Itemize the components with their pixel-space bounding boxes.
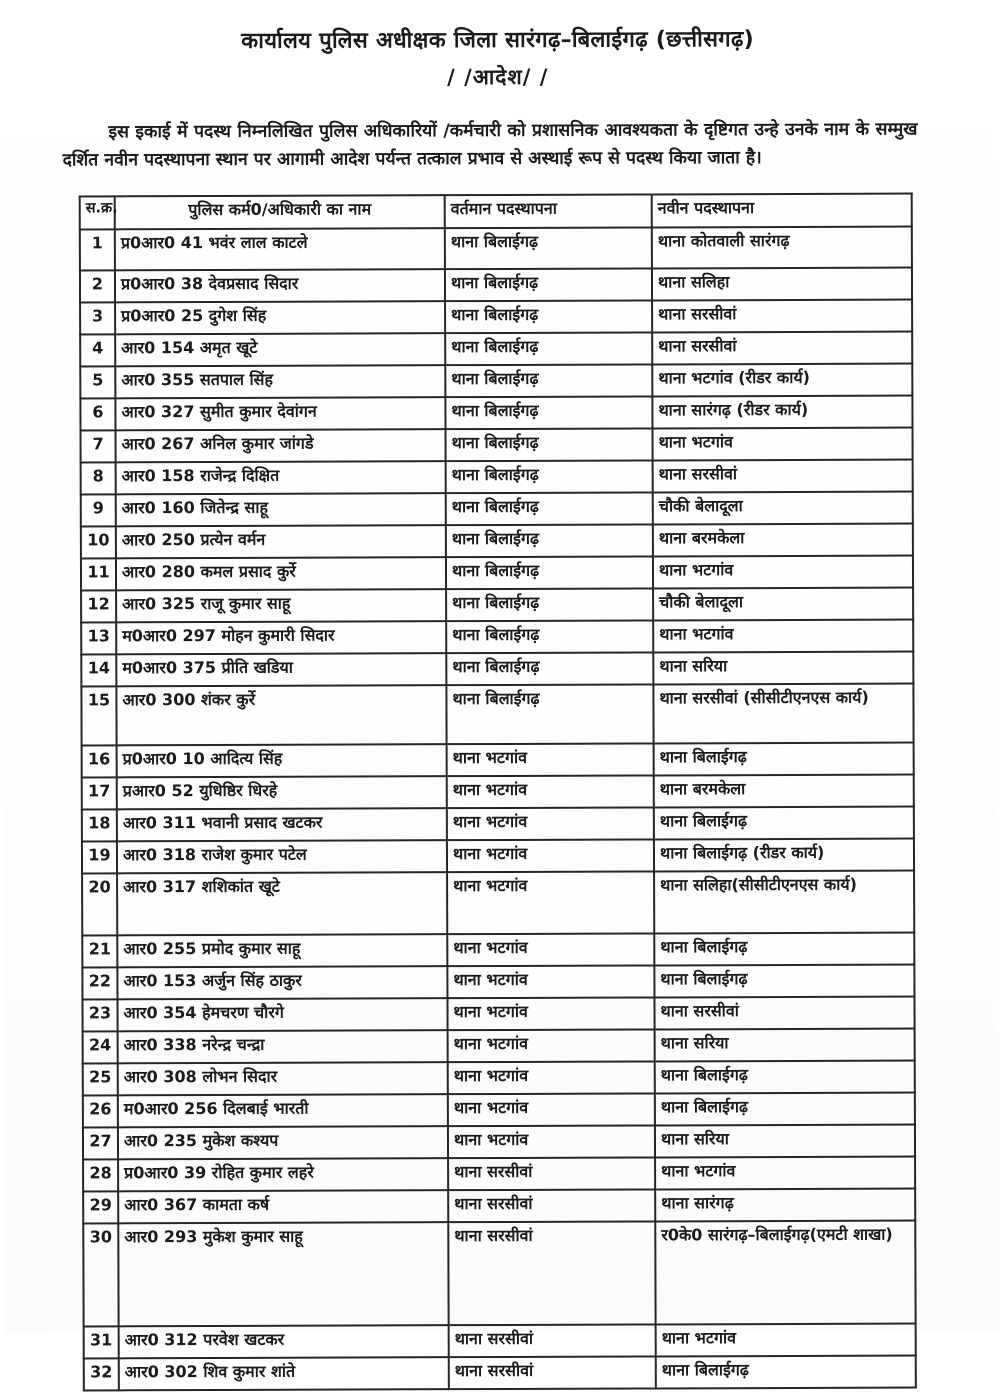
current-posting-cell: थाना भटगांव — [448, 1029, 655, 1062]
officer-name-cell: आर0 280 कमल प्रसाद कुर्रे — [116, 557, 446, 590]
table-row — [80, 300, 912, 335]
officer-name-cell: आर0 293 मुकेश कुमार साहू — [118, 1222, 448, 1326]
current-posting-cell: थाना सरसीवां — [449, 1324, 656, 1357]
officer-name-cell: आर0 338 नरेन्द्र चन्द्रा — [118, 1030, 448, 1063]
table-row — [80, 332, 912, 367]
new-posting-cell: थाना बिलाईगढ़ — [655, 1061, 915, 1094]
officer-name-cell: आर0 160 जितेन्द्र साहू — [116, 493, 446, 526]
serial-cell: 5 — [80, 366, 115, 398]
current-posting-cell: थाना भटगांव — [448, 1125, 655, 1158]
current-posting-cell: थाना भटगांव — [447, 997, 654, 1030]
current-posting-cell: थाना बिलाईगढ़ — [446, 556, 653, 589]
new-posting-cell: थाना बिलाईगढ़ — [654, 965, 914, 998]
table-row — [83, 1189, 915, 1224]
table-row — [83, 1125, 915, 1160]
serial-cell: 3 — [80, 302, 115, 334]
serial-cell: 24 — [83, 1031, 118, 1063]
intro-paragraph: इस इकाई में पदस्थ निम्नलिखित पुलिस अधिकारियों /कर्मचारी को प्रशासनिक आवश्यकता के दृष्टिगत उन्हे उनके नाम के सम्मुख दर्शित नवीन पदस्थापना स्थान पर आगामी आदेश पर्यन्त तत्काल प्रभाव से अस्थाई रूप से पदस्थ किया जाता है। — [62, 119, 918, 171]
serial-cell: 7 — [81, 430, 116, 462]
serial-cell: 1 — [80, 229, 115, 270]
table-row — [82, 871, 914, 936]
table-row — [81, 556, 913, 591]
new-posting-cell: थाना भटगांव (रीडर कार्य) — [652, 364, 912, 397]
serial-cell: 30 — [83, 1223, 118, 1326]
current-posting-cell: थाना बिलाईगढ़ — [446, 684, 653, 744]
current-posting-cell: थाना बिलाईगढ़ — [445, 428, 652, 461]
serial-cell: 28 — [83, 1159, 118, 1191]
new-posting-cell: थाना सरसीवां — [654, 997, 914, 1030]
table-row — [81, 684, 913, 746]
officer-name-cell: आर0 235 मुकेश कश्यप — [118, 1126, 448, 1159]
serial-cell: 16 — [82, 745, 117, 777]
current-posting-cell: थाना बिलाईगढ़ — [445, 396, 652, 429]
table-row — [82, 965, 914, 1000]
new-posting-cell: चौकी बेलादूला — [653, 588, 913, 621]
serial-cell: 31 — [84, 1326, 119, 1358]
officer-name-cell: प्र0आर0 25 दुगेश सिंह — [115, 301, 445, 334]
current-posting-cell: थाना भटगांव — [448, 1093, 655, 1126]
new-posting-cell: थाना सरसीवां (सीसीटीएनएस कार्य) — [653, 684, 913, 744]
serial-cell: 23 — [82, 999, 117, 1031]
table-row — [81, 588, 913, 623]
new-posting-cell: चौकी बेलादूला — [653, 492, 913, 525]
new-posting-cell: थाना कोतवाली सारंगढ़ — [652, 227, 912, 269]
table-row — [82, 933, 914, 968]
officer-name-cell: म0आर0 256 दिलबाई भारती — [118, 1094, 448, 1127]
new-posting-cell: थाना बिलाईगढ़ (रीडर कार्य) — [654, 839, 914, 872]
new-posting-cell: थाना सारंगढ़ (रीडर कार्य) — [652, 396, 912, 429]
new-posting-cell: थाना बिलाईगढ़ — [656, 1356, 916, 1389]
table-row — [82, 775, 914, 810]
serial-cell: 4 — [80, 334, 115, 366]
table-row — [81, 524, 913, 559]
officer-name-cell: आर0 317 शशिकांत खूटे — [117, 872, 447, 935]
officer-name-cell: आर0 318 राजेश कुमार पटेल — [117, 840, 447, 873]
current-posting-cell: थाना भटगांव — [448, 1061, 655, 1094]
current-posting-cell: थाना बिलाईगढ़ — [446, 492, 653, 525]
new-posting-cell: थाना सरिया — [655, 1125, 915, 1158]
table-header-row — [80, 194, 912, 230]
officer-name-cell: आर0 267 अनिल कुमार जांगडे — [115, 429, 445, 462]
current-posting-cell: थाना बिलाईगढ़ — [445, 227, 652, 269]
serial-cell: 19 — [82, 841, 117, 873]
officer-name-cell: आर0 153 अर्जुन सिंह ठाकुर — [117, 966, 447, 999]
officer-name-cell: प्रआर0 52 युधिष्ठिर धिरहे — [117, 776, 447, 809]
new-posting-cell: थाना भटगांव — [656, 1324, 916, 1357]
new-posting-cell: र0के0 सारंगढ़–बिलाईगढ़(एमटी शाखा) — [655, 1221, 915, 1325]
serial-cell: 27 — [83, 1127, 118, 1159]
current-posting-cell: थाना बिलाईगढ़ — [446, 588, 653, 621]
current-posting-cell: थाना बिलाईगढ़ — [445, 300, 652, 333]
new-posting-cell: थाना बिलाईगढ़ — [654, 807, 914, 840]
transfer-table — [79, 193, 917, 1392]
officer-name-cell: आर0 154 अमृत खूटे — [115, 333, 445, 366]
new-posting-cell: थाना सरिया — [653, 652, 913, 685]
current-posting-cell: थाना बिलाईगढ़ — [446, 460, 653, 493]
serial-cell: 14 — [81, 654, 116, 686]
current-posting-cell: थाना भटगांव — [447, 933, 654, 966]
new-posting-cell: थाना भटगांव — [653, 556, 913, 589]
header-officer-name: पुलिस कर्म0/अधिकारी का नाम — [115, 195, 445, 229]
order-heading: / /आदेश/ / — [447, 64, 549, 90]
officer-name-cell: आर0 302 शिव कुमार शांते — [119, 1357, 449, 1390]
serial-cell: 6 — [80, 398, 115, 430]
table-row — [81, 652, 913, 687]
current-posting-cell: थाना सरसीवां — [448, 1221, 655, 1325]
new-posting-cell: थाना सारंगढ़ — [655, 1189, 915, 1222]
officer-name-cell: आर0 312 परवेश खटकर — [119, 1325, 449, 1358]
current-posting-cell: थाना बिलाईगढ़ — [445, 268, 652, 301]
serial-cell: 8 — [81, 462, 116, 494]
serial-cell: 29 — [83, 1191, 118, 1223]
officer-name-cell: प्र0आर0 41 भवंर लाल काटले — [115, 228, 445, 270]
new-posting-cell: थाना भटगांव — [655, 1157, 915, 1190]
new-posting-cell: थाना बरमकेला — [653, 524, 913, 557]
table-row — [81, 492, 913, 527]
table-row — [84, 1356, 916, 1391]
serial-cell: 15 — [81, 686, 116, 745]
new-posting-cell: थाना सरिया — [655, 1029, 915, 1062]
new-posting-cell: थाना बिलाईगढ़ — [655, 1093, 915, 1126]
serial-cell: 11 — [81, 558, 116, 590]
table-row — [83, 1157, 915, 1192]
new-posting-cell: थाना सरसीवां — [652, 332, 912, 365]
table-row — [82, 839, 914, 874]
new-posting-cell: थाना सरसीवां — [652, 300, 912, 333]
officer-name-cell: प्र0आर0 39 रोहित कुमार लहरे — [118, 1158, 448, 1191]
page-title: कार्यालय पुलिस अधीक्षक जिला सारंगढ़–बिलाईगढ़ (छत्तीसगढ़) — [241, 27, 755, 54]
table-row — [80, 396, 912, 431]
table-row — [80, 364, 912, 399]
table-row — [80, 268, 912, 303]
new-posting-cell: थाना बिलाईगढ़ — [654, 933, 914, 966]
serial-cell: 12 — [81, 590, 116, 622]
officer-name-cell: प्र0आर0 38 देवप्रसाद सिदार — [115, 269, 445, 302]
officer-name-cell: आर0 325 राजू कुमार साहू — [116, 589, 446, 622]
current-posting-cell: थाना सरसीवां — [448, 1189, 655, 1222]
header-new-posting: नवीन पदस्थापना — [652, 194, 912, 228]
serial-cell: 25 — [83, 1063, 118, 1095]
officer-name-cell: आर0 250 प्रत्येन वर्मन — [116, 525, 446, 558]
serial-cell: 17 — [82, 777, 117, 809]
new-posting-cell: थाना सलिहा — [652, 268, 912, 301]
table-row — [81, 460, 913, 495]
table-row — [82, 997, 914, 1032]
current-posting-cell: थाना भटगांव — [447, 743, 654, 776]
table-row — [83, 1029, 915, 1064]
current-posting-cell: थाना बिलाईगढ़ — [446, 524, 653, 557]
current-posting-cell: थाना बिलाईगढ़ — [445, 332, 652, 365]
serial-cell: 22 — [82, 967, 117, 999]
serial-cell: 18 — [82, 809, 117, 841]
current-posting-cell: थाना भटगांव — [447, 871, 654, 934]
serial-cell: 2 — [80, 270, 115, 302]
serial-cell: 32 — [84, 1358, 119, 1390]
officer-name-cell: म0आर0 375 प्रीति खडिया — [116, 653, 446, 686]
officer-name-cell: आर0 158 राजेन्द्र दिक्षित — [116, 461, 446, 494]
serial-cell: 10 — [81, 526, 116, 558]
new-posting-cell: थाना बरमकेला — [654, 775, 914, 808]
officer-name-cell: आर0 354 हेमचरण चौरगे — [117, 998, 447, 1031]
serial-cell: 20 — [82, 873, 117, 935]
table-row — [82, 807, 914, 842]
new-posting-cell: थाना सलिहा(सीसीटीएनएस कार्य) — [654, 871, 914, 934]
officer-name-cell: आर0 300 शंकर कुर्रे — [116, 685, 446, 745]
serial-cell: 21 — [82, 935, 117, 967]
current-posting-cell: थाना सरसीवां — [448, 1157, 655, 1190]
new-posting-cell: थाना भटगांव — [652, 428, 912, 461]
officer-name-cell: आर0 255 प्रमोद कुमार साहू — [117, 934, 447, 967]
officer-name-cell: म0आर0 297 मोहन कुमारी सिदार — [116, 621, 446, 654]
officer-name-cell: आर0 355 सतपाल सिंह — [115, 365, 445, 398]
new-posting-cell: थाना सरसीवां — [653, 460, 913, 493]
current-posting-cell: थाना बिलाईगढ़ — [446, 620, 653, 653]
table-row — [80, 227, 912, 271]
current-posting-cell: थाना भटगांव — [447, 807, 654, 840]
officer-name-cell: आर0 308 लोभन सिदार — [118, 1062, 448, 1095]
serial-cell: 26 — [83, 1095, 118, 1127]
officer-name-cell: आर0 311 भवानी प्रसाद खटकर — [117, 808, 447, 841]
current-posting-cell: थाना सरसीवां — [449, 1356, 656, 1389]
serial-cell: 13 — [81, 622, 116, 654]
table-row — [82, 743, 914, 778]
officer-name-cell: आर0 367 कामता कर्ष — [118, 1190, 448, 1223]
table-row — [84, 1324, 916, 1359]
table-row — [83, 1061, 915, 1096]
table-row — [83, 1093, 915, 1128]
table-row — [81, 428, 913, 463]
current-posting-cell: थाना बिलाईगढ़ — [445, 364, 652, 397]
table-row — [81, 620, 913, 655]
header-serial: स.क्र. — [80, 196, 115, 229]
current-posting-cell: थाना भटगांव — [447, 775, 654, 808]
current-posting-cell: थाना भटगांव — [447, 965, 654, 998]
current-posting-cell: थाना बिलाईगढ़ — [446, 652, 653, 685]
current-posting-cell: थाना भटगांव — [447, 839, 654, 872]
new-posting-cell: थाना बिलाईगढ़ — [654, 743, 914, 776]
officer-name-cell: आर0 327 सुमीत कुमार देवांगन — [115, 397, 445, 430]
header-current-posting: वर्तमान पदस्थापना — [445, 194, 652, 228]
serial-cell: 9 — [81, 494, 116, 526]
officer-name-cell: प्र0आर0 10 आदित्य सिंह — [117, 744, 447, 777]
table-row — [83, 1221, 915, 1327]
new-posting-cell: थाना भटगांव — [653, 620, 913, 653]
